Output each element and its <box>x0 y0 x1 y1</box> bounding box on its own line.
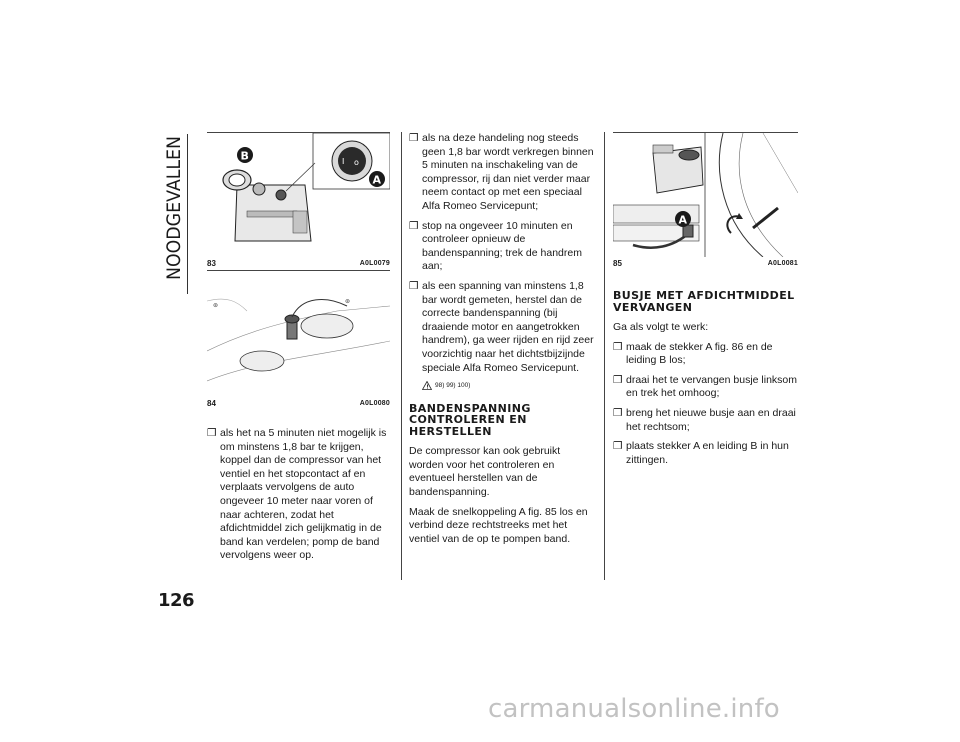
warning-reference <box>422 379 597 393</box>
column-3 <box>613 286 801 473</box>
list-item-text: plaats stekker A en leiding B in hun zittingen. <box>626 440 789 466</box>
list-item-text: breng het nieuwe busje aan en draai het rechtsom; <box>626 406 796 433</box>
list-item-text: draai het te vervangen busje linksom en trek het omhoog; <box>626 373 798 400</box>
list-item <box>409 132 597 214</box>
list-item-text: als het na 5 minuten niet mogelijk is om minstens 1,8 bar te krijgen, koppel dan de compressor van het ventiel en het stopcontact af en verplaats vervolgens de auto ongeveer 10 meter naar voren of naar achteren, zodat het afdichtmiddel zich gelijkmatig in de band kan verdelen; pomp de band vervolgens weer op. <box>220 427 387 562</box>
figure-83-number: 83 <box>207 259 216 268</box>
figure-84 <box>207 270 390 408</box>
paragraph: De compressor kan ook gebruikt worden voor het controleren en eventueel herstellen van de bandenspanning. <box>409 445 561 498</box>
bullet-checkbox-icon: ❒ <box>207 427 217 439</box>
paragraph: Maak de snelkoppeling A fig. 85 los en verbind deze rechtstreeks met het ventiel van de op te pompen band. <box>409 505 588 545</box>
svg-text:⊛: ⊛ <box>345 298 351 305</box>
figure-84-number: 84 <box>207 399 216 408</box>
figure-85-label-a: A <box>678 213 688 227</box>
page-number: 126 <box>158 590 195 611</box>
bullet-checkbox-icon: ❒ <box>613 373 623 386</box>
section-title-rule <box>187 134 188 294</box>
figure-84-caption <box>207 397 390 408</box>
figure-85-number: 85 <box>613 259 622 268</box>
list-item <box>613 440 801 467</box>
figure-83-label-b: B <box>240 149 249 163</box>
bullet-checkbox-icon: ❒ <box>409 279 419 292</box>
list-item <box>409 220 597 274</box>
section-title <box>158 134 198 280</box>
svg-text:I: I <box>342 157 345 166</box>
figure-85 <box>613 132 798 268</box>
section-heading: BUSJE MET AFDICHTMIDDEL VERVANGEN <box>613 289 795 314</box>
bullet-checkbox-icon: ❒ <box>613 406 623 419</box>
figure-84-illustration <box>207 271 390 397</box>
column-separator <box>401 132 402 580</box>
watermark: carmanualsonline.info <box>488 694 780 724</box>
bullet-checkbox-icon: ❒ <box>409 132 419 144</box>
warning-reference-text: 98) 99) 100) <box>435 382 471 390</box>
column-separator <box>604 132 605 580</box>
figure-83-code: A0L0079 <box>359 260 390 267</box>
svg-text:!: ! <box>426 384 429 391</box>
list-item <box>613 374 801 401</box>
bullet-checkbox-icon: ❒ <box>613 440 623 453</box>
figure-83-illustration <box>207 133 390 257</box>
figure-85-caption <box>613 257 798 268</box>
list-item-text: maak de stekker A fig. 86 en de leiding B los; <box>626 340 773 367</box>
figure-85-code: A0L0081 <box>767 260 798 267</box>
list-item <box>613 407 801 434</box>
figure-83 <box>207 132 390 268</box>
column-2 <box>409 132 597 552</box>
figure-83-label-a: A <box>372 173 382 187</box>
bullet-checkbox-icon: ❒ <box>409 219 419 232</box>
list-item <box>207 427 395 563</box>
list-item-text: als na deze handeling nog steeds geen 1,8 bar wordt verkregen binnen 5 minuten na inschakeling van de compressor, rij dan niet verder maar neem contact op met een speciaal Alfa Romeo Servicepunt; <box>422 132 594 212</box>
svg-text:⊛: ⊛ <box>213 302 219 309</box>
bullet-checkbox-icon: ❒ <box>613 340 623 353</box>
paragraph: Ga als volgt te werk: <box>613 321 709 333</box>
section-title-text: NOODGEVALLEN <box>164 134 185 280</box>
list-item-text: stop na ongeveer 10 minuten en controleer opnieuw de bandenspanning; trek de handrem aan; <box>422 219 582 273</box>
list-item-text: als een spanning van minstens 1,8 bar wordt gemeten, herstel dan de correcte bandenspanning (bij draaiende motor en aangetrokken handrem), ga weer rijden en rijd zeer voorzichtig naar het dichtstbijzijnde speciale Alfa Romeo Servicepunt. <box>422 279 594 374</box>
column-1 <box>207 427 395 569</box>
figure-85-illustration <box>613 133 798 257</box>
svg-text:o: o <box>354 158 359 167</box>
figure-83-caption <box>207 257 390 268</box>
figure-84-code: A0L0080 <box>359 400 390 407</box>
section-heading: BANDENSPANNING CONTROLEREN EN HERSTELLEN <box>409 401 531 438</box>
list-item <box>613 341 801 368</box>
warning-triangle-icon <box>422 381 432 390</box>
list-item <box>409 280 597 375</box>
